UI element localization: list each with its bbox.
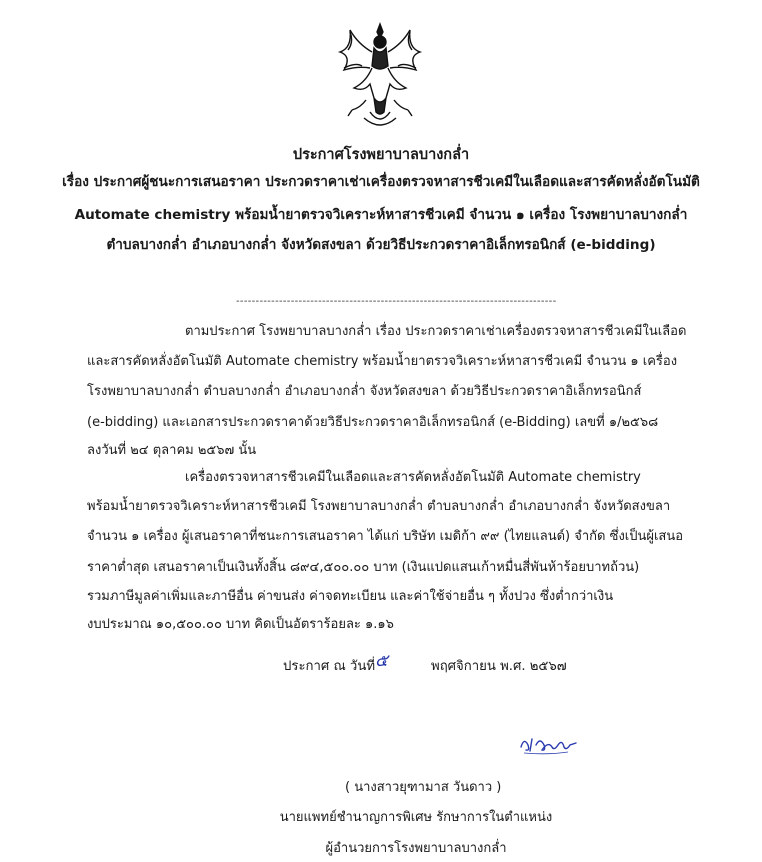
paragraph-1-line: ตามประกาศ โรงพยาบาลบางกล่ำ เรื่อง ประกวดราคาเช่าเครื่องตรวจหาสารชีวเคมีในเลือด	[185, 324, 687, 339]
signatory-name: ( นางสาวยุฑามาส วันดาว )	[345, 780, 502, 795]
subject-line-1: เรื่อง ประกาศผู้ชนะการเสนอราคา ประกวดราคาเช่าเครื่องตรวจหาสารชีวเคมีในเลือดและสารคัดหลั่งอัตโนมัติ	[62, 174, 700, 190]
paragraph-1-line: ลงวันที่ ๒๔ ตุลาคม ๒๕๖๗ นั้น	[87, 443, 257, 458]
paragraph-1-line: และสารคัดหลั่งอัตโนมัติ Automate chemistry พร้อมน้ำยาตรวจวิเคราะห์หาสารชีวเคมี จำนวน ๑ เครื่อง	[87, 354, 678, 369]
paragraph-2-line: จำนวน ๑ เครื่อง ผู้เสนอราคาที่ชนะการเสนอราคา ได้แก่ บริษัท เมดิก้า ๙๙ (ไทยแลนด์) จำกัด ซึ่งเป็นผู้เสนอ	[87, 529, 684, 544]
document-title: ประกาศโรงพยาบาลบางกล่ำ	[292, 147, 470, 163]
announcement-date-prefix: ประกาศ ณ วันที่	[283, 659, 376, 674]
paragraph-2-line: งบประมาณ ๑๐,๕๐๐.๐๐ บาท คิดเป็นอัตราร้อยละ ๑.๑๖	[87, 617, 394, 632]
subject-line-2: Automate chemistry พร้อมน้ำยาตรวจวิเคราะห์หาสารชีวเคมี จำนวน ๑ เครื่อง โรงพยาบาลบางกล่ำ	[74, 207, 688, 223]
paragraph-2-line: เครื่องตรวจหาสารชีวเคมีในเลือดและสารคัดหลั่งอัตโนมัติ Automate chemistry	[185, 470, 641, 485]
subject-line-3: ตำบลบางกล่ำ อำเภอบางกล่ำ จังหวัดสงขลา ด้วยวิธีประกวดราคาอิเล็กทรอนิกส์ (e-bidding)	[106, 237, 656, 253]
garuda-emblem	[330, 22, 430, 132]
paragraph-2-line: รวมภาษีมูลค่าเพิ่มและภาษีอื่น ค่าขนส่ง ค่าจดทะเบียน และค่าใช้จ่ายอื่น ๆ ทั้งปวง ซึ่งต่ำกว่าเงิน	[87, 589, 614, 604]
handwritten-day: ๕	[375, 651, 388, 671]
paragraph-1-line: (e-bidding) และเอกสารประกวดราคาด้วยวิธีประกวดราคาอิเล็กทรอนิกส์ (e-Bidding) เลขที่ ๑/๒๕๖๘	[87, 415, 659, 430]
signatory-position: ผู้อำนวยการโรงพยาบาลบางกล่ำ	[325, 841, 507, 856]
announcement-month-year: พฤศจิกายน พ.ศ. ๒๕๖๗	[431, 659, 567, 674]
signatory-title: นายแพทย์ชำนาญการพิเศษ รักษาการในตำแหน่ง	[279, 810, 553, 825]
paragraph-2-line: ราคาต่ำสุด เสนอราคาเป็นเงินทั้งสิ้น ๘๙๔,๕๐๐.๐๐ บาท (เงินแปดแสนเก้าหมื่นสี่พันห้าร้อยบาทถ้วน)	[87, 560, 640, 575]
paragraph-1-line: โรงพยาบาลบางกล่ำ ตำบลบางกล่ำ อำเภอบางกล่ำ จังหวัดสงขลา ด้วยวิธีประกวดราคาอิเล็กทรอนิกส์	[87, 384, 642, 399]
separator-line: ----------------------------------------------------------------------------------	[236, 296, 557, 307]
handwritten-signature	[518, 733, 580, 755]
paragraph-2-line: พร้อมน้ำยาตรวจวิเคราะห์หาสารชีวเคมี โรงพยาบาลบางกล่ำ ตำบลบางกล่ำ อำเภอบางกล่ำ จังหวัดสงขลา	[87, 499, 671, 514]
